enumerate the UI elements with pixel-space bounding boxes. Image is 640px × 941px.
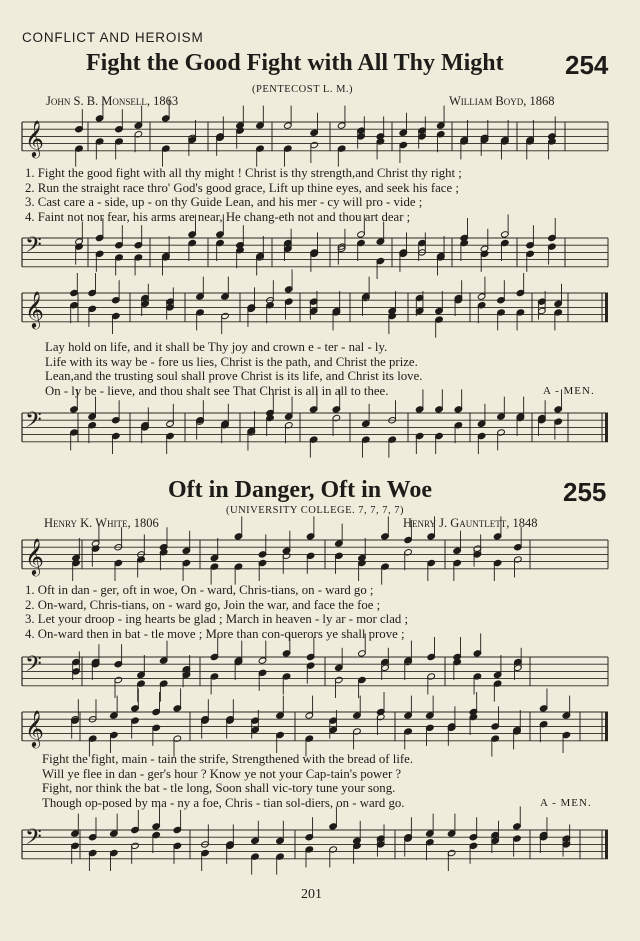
- hymn-255-composer: Henry J. Gauntlett, 1848: [403, 516, 538, 530]
- treble-clef-icon: 𝄞: [25, 709, 44, 747]
- verse-line: Will ye flee in dan - ger's hour ? Know ye not your Cap-tain's power ?: [42, 766, 402, 781]
- verse-line: 4. On-ward then in bat - tle move ; More than con-querors ye shall prove ;: [25, 626, 405, 641]
- verse-line: Fight the fight, main - tain the strife, Strengthened with the bread of life.: [42, 752, 414, 766]
- treble-clef-icon: 𝄞: [25, 537, 44, 575]
- hymn-255-author: Henry K. White, 1806: [44, 516, 159, 530]
- final-barline: [605, 712, 608, 741]
- verse-line: Lean,and the trusting soul shall prove Christ is its life, and Christ its love.: [45, 369, 423, 384]
- bass-clef-icon: 𝄢: [25, 408, 42, 438]
- verse-line: 1. Fight the good fight with all thy might ! Christ is thy strength,and Christ thy right ;: [25, 166, 462, 180]
- hymn-254-composer: William Boyd, 1868: [449, 94, 555, 108]
- hymn-254-title: Fight the Good Fight with All Thy Might: [86, 50, 504, 76]
- hymn-254-tune: (PENTECOST L. M.): [252, 84, 354, 95]
- hymn-255-tune: (UNIVERSITY COLLEGE. 7, 7, 7, 7): [226, 505, 405, 516]
- hymn-255-amen: A - MEN.: [540, 796, 592, 809]
- verse-line: 3. Cast care a - side, up - on thy Guide Lean, and his mer - cy will pro - vide ;: [25, 195, 423, 210]
- hymn-254-author: John S. B. Monsell, 1863: [46, 94, 179, 108]
- hymn-255-number: 255: [563, 477, 607, 507]
- bass-clef-icon: 𝄢: [25, 233, 42, 263]
- verse-line: 4. Faint not nor fear, his arms are near, He chang-eth not and thou art dear ;: [25, 209, 411, 224]
- verse-line: 2. Run the straight race thro' God's good grace, Lift up thine eyes, and seek his face ;: [25, 180, 459, 195]
- final-barline: [605, 413, 608, 442]
- final-barline: [605, 293, 608, 322]
- treble-clef-icon: 𝄞: [25, 290, 44, 328]
- bass-clef-icon: 𝄢: [25, 825, 42, 855]
- section-heading: CONFLICT AND HEROISM: [22, 30, 204, 45]
- treble-clef-icon: 𝄞: [25, 119, 44, 157]
- verse-line: 2. On-ward, Chris-tians, on - ward go, Join the war, and face the foe ;: [25, 597, 381, 612]
- verse-line: Life with its way be - fore us lies, Christ is the path, and Christ the prize.: [45, 354, 418, 369]
- verse-line: Fight, nor think the bat - tle long, Soon shall vic-tory tune your song.: [42, 781, 396, 796]
- hymn-255-title: Oft in Danger, Oft in Woe: [168, 477, 433, 503]
- final-barline: [605, 830, 608, 859]
- hymn-254-amen: A - MEN.: [543, 384, 595, 397]
- page-number: 201: [301, 887, 322, 902]
- verse-line: 3. Let your droop - ing hearts be glad ; March in heaven - ly ar - mor clad ;: [25, 612, 409, 627]
- verse-line-text: Though op-posed by ma - ny a foe, Chris - tian sol-diers, on - ward go.: [42, 795, 405, 810]
- verse-line: 1. Oft in dan - ger, oft in woe, On - ward, Chris-tians, on - ward go ;: [25, 583, 374, 597]
- verse-line-text: On - ly be - lieve, and thou shalt see That Christ is all in all to thee.: [45, 383, 389, 398]
- hymn-254-number: 254: [565, 50, 609, 80]
- verse-line: Lay hold on life, and it shall be Thy joy and crown e - ter - nal - ly.: [45, 340, 388, 354]
- bass-clef-icon: 𝄢: [25, 652, 42, 682]
